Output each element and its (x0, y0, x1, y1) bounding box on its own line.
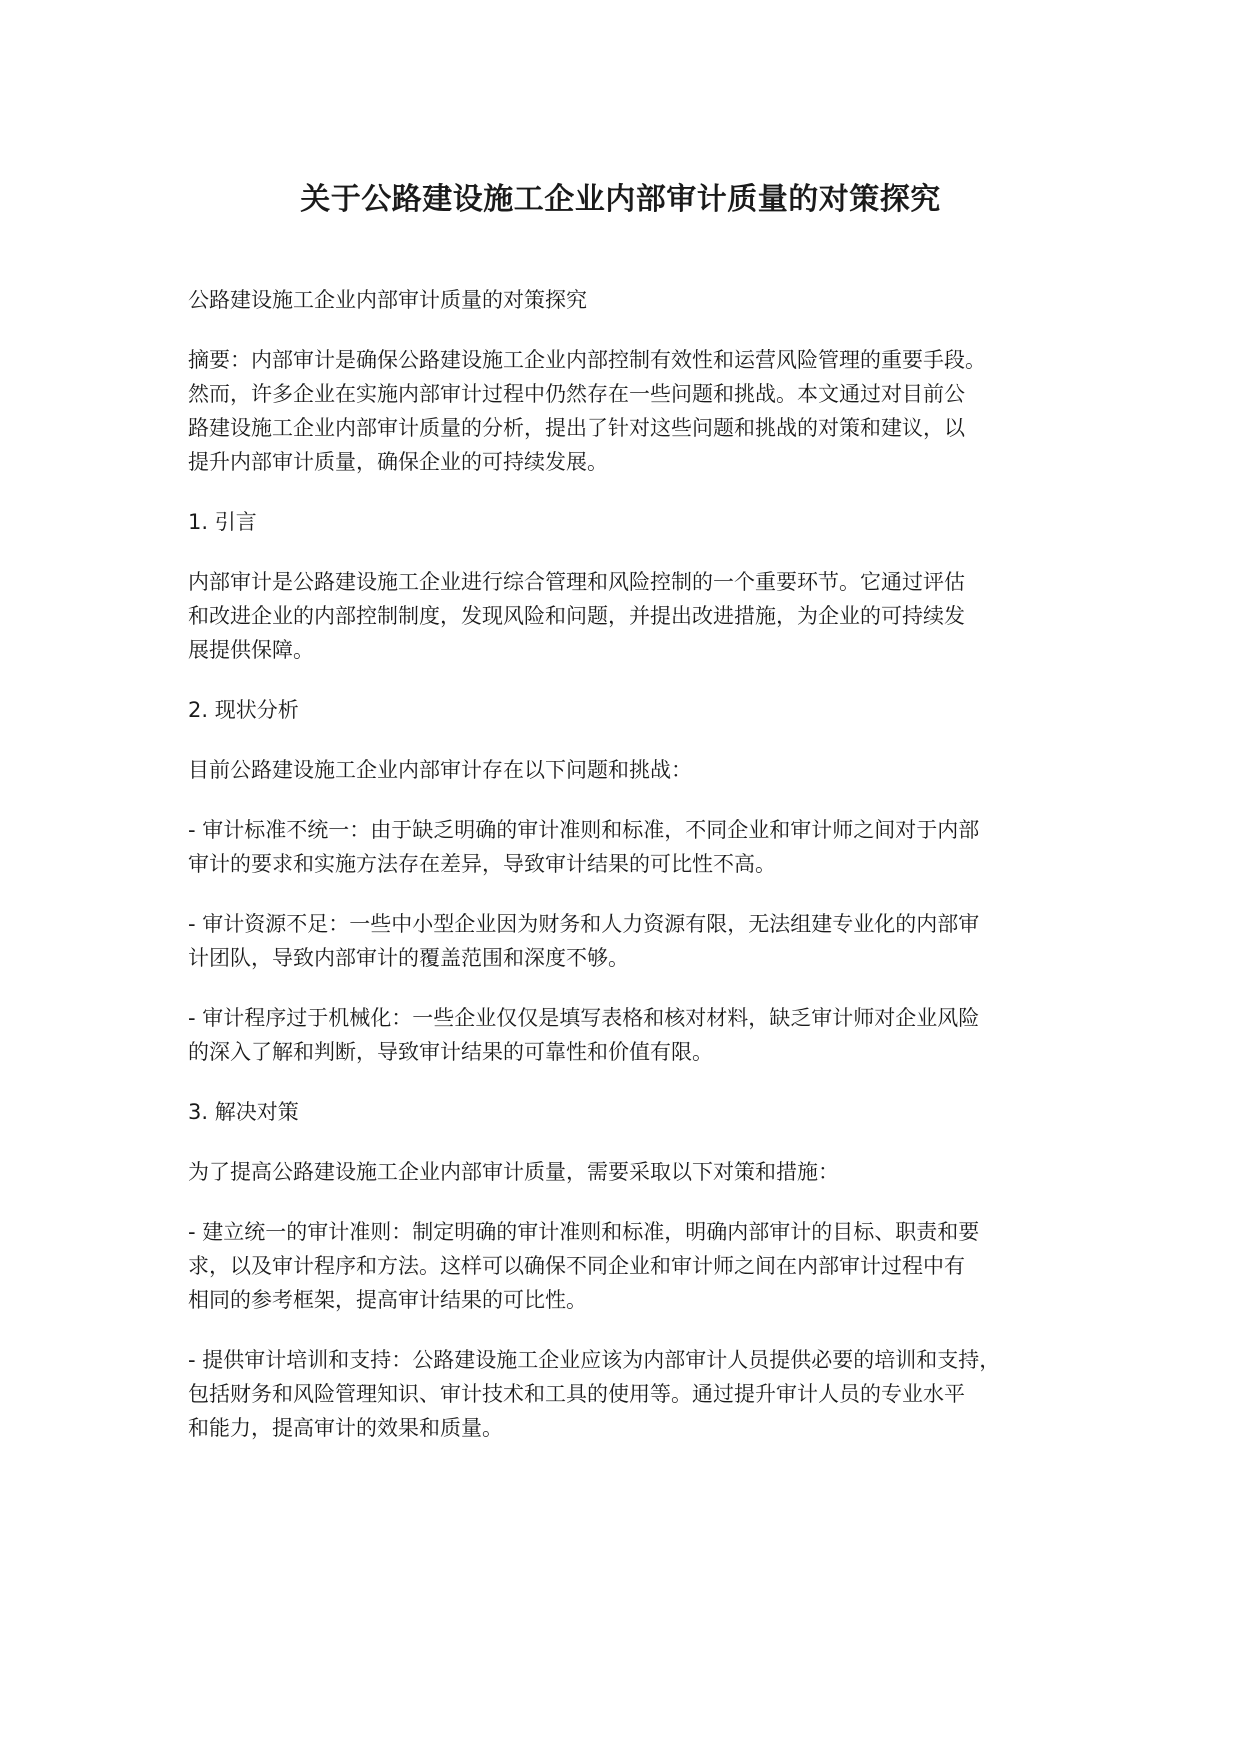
introduction-paragraph (188, 565, 1088, 667)
list-item (188, 1215, 1088, 1317)
section-heading-status-analysis: 2. 现状分析 (188, 698, 299, 722)
text-line: 的深入了解和判断，导致审计结果的可靠性和价值有限。 (188, 1040, 713, 1064)
section-heading-solutions: 3. 解决对策 (188, 1100, 299, 1124)
text-line: 内部审计是公路建设施工企业进行综合管理和风险控制的一个重要环节。它通过评估 (188, 570, 965, 594)
section-heading-introduction: 1. 引言 (188, 510, 257, 534)
text-line: 相同的参考框架，提高审计结果的可比性。 (188, 1288, 587, 1312)
abstract-paragraph (188, 343, 1088, 479)
text-line: 和能力，提高审计的效果和质量。 (188, 1416, 503, 1440)
text-line: - 审计程序过于机械化：一些企业仅仅是填写表格和核对材料，缺乏审计师对企业风险 (188, 1006, 980, 1030)
text-line: - 审计资源不足：一些中小型企业因为财务和人力资源有限，无法组建专业化的内部审 (188, 912, 980, 936)
status-analysis-intro: 目前公路建设施工企业内部审计存在以下问题和挑战： (188, 758, 692, 782)
text-line: 和改进企业的内部控制制度，发现风险和问题，并提出改进措施，为企业的可持续发 (188, 604, 965, 628)
list-item (188, 907, 1088, 975)
text-line: 求，以及审计程序和方法。这样可以确保不同企业和审计师之间在内部审计过程中有 (188, 1254, 965, 1278)
list-item (188, 813, 1088, 881)
text-line: 提升内部审计质量，确保企业的可持续发展。 (188, 450, 608, 474)
text-line: - 建立统一的审计准则：制定明确的审计准则和标准，明确内部审计的目标、职责和要 (188, 1220, 980, 1244)
text-line: 审计的要求和实施方法存在差异，导致审计结果的可比性不高。 (188, 852, 776, 876)
text-line: 展提供保障。 (188, 638, 314, 662)
list-item (188, 1001, 1088, 1069)
text-line: - 审计标准不统一：由于缺乏明确的审计准则和标准，不同企业和审计师之间对于内部 (188, 818, 980, 842)
subtitle: 公路建设施工企业内部审计质量的对策探究 (188, 288, 587, 312)
document-body (188, 283, 1088, 1471)
text-line: 包括财务和风险管理知识、审计技术和工具的使用等。通过提升审计人员的专业水平 (188, 1382, 965, 1406)
text-line: - 提供审计培训和支持：公路建设施工企业应该为内部审计人员提供必要的培训和支持， (188, 1348, 1001, 1372)
solutions-intro: 为了提高公路建设施工企业内部审计质量，需要采取以下对策和措施： (188, 1160, 839, 1184)
text-line: 路建设施工企业内部审计质量的分析，提出了针对这些问题和挑战的对策和建议，以 (188, 416, 965, 440)
text-line: 摘要：内部审计是确保公路建设施工企业内部控制有效性和运营风险管理的重要手段。 (188, 348, 986, 372)
text-line: 然而，许多企业在实施内部审计过程中仍然存在一些问题和挑战。本文通过对目前公 (188, 382, 965, 406)
list-item (188, 1343, 1088, 1445)
document-title: 关于公路建设施工企业内部审计质量的对策探究 (300, 182, 941, 217)
text-line: 计团队，导致内部审计的覆盖范围和深度不够。 (188, 946, 629, 970)
